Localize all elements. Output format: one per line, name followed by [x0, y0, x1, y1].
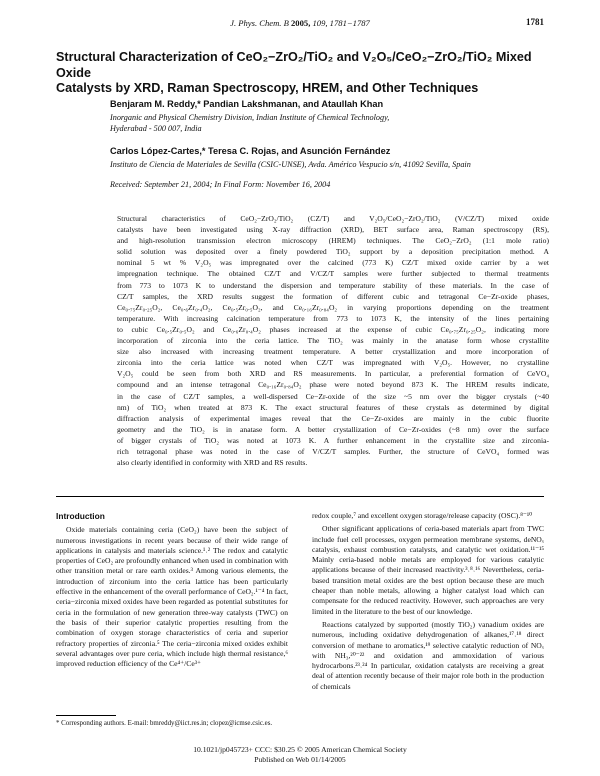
section-heading-introduction: Introduction [56, 511, 105, 521]
abstract-line: and high-resolution transmission electron microscopy (HREM) techniques. The CeO₂−ZrO₂ (1:1 mole ratio) [117, 236, 549, 246]
abstract-line: diffraction analysis of experimental images reveal that the Ce−Zr-oxides are mainly in the cubic fluorite [117, 413, 549, 423]
abstract-line: from 773 to 1073 K to understand the dispersion and temperature stability of these materials. In the case of [117, 280, 549, 290]
affiliation-2: Instituto de Ciencia de Materiales de Sevilla (CSIC-UNSE), Avda. Américo Vespucio s/n, 41092 Sevilla, Spain [110, 160, 471, 169]
abstract [117, 213, 549, 468]
received-dates: Received: September 21, 2004; In Final Form: November 16, 2004 [110, 180, 331, 189]
paragraph: Other significant applications of ceria-based materials apart from TWC include fuel cell processes, oxygen permeation membrane systems, deNOₓ catalysis, exhaust combustion catalysts, and catalytic wet oxidation.¹¹⁻¹⁵ Mainly ceria-based noble metals are employed for various catalytic applications because of their increased reactivity.³˒⁸˒¹⁶ Nevertheless, ceria-based transition metal oxides are the best option because these are much cheaper than noble metals, allowing a higher catalyst load which can compensate for the reduced reactivity. However, such approaches are very limited in the literature to the best of our knowledge. [312, 524, 544, 616]
footnote-divider [56, 715, 116, 716]
abstract-line: zirconia into the ceria lattice was noted when CZ/T was impregnated with V₂O₅. However, no crystalline [117, 358, 549, 368]
author-list-1: Benjaram M. Reddy,* Pandian Lakshmanan, and Ataullah Khan [110, 99, 384, 109]
abstract-line: Structural characteristics of CeO₂−ZrO₂/TiO₂ (CZ/T) and V₂O₅/CeO₂−ZrO₂/TiO₂ (V/CZ/T) mixed oxide [117, 214, 549, 223]
abstract-line: catalysts have been investigated using X-ray diffraction (XRD), BET surface area, Raman spectroscopy (RS), [117, 225, 549, 235]
paragraph: Reactions catalyzed by supported (mostly TiO₂) vanadium oxides are numerous, including oxidative dehydrogenation of alkanes,¹⁷˒¹⁸ direct conversion of methane to aromatics,¹⁹ selective catalytic reduction of NOₓ with NH₃,²⁰⁻²² and oxidation and ammoxidation of various hydrocarbons.²³˒²⁴ In particular, oxidation catalysts are receiving a great deal of attention recently because of their major role both in the production of chemicals [312, 619, 544, 691]
journal-volume-pages: 109, 1781−1787 [310, 18, 370, 28]
affiliation-1 [110, 113, 560, 135]
section-divider [56, 496, 544, 497]
abstract-line: also clearly identified in conformity with XRD and RS results. [117, 458, 308, 468]
abstract-line: temperature. With increasing calcination temperature from 773 to 1073 K, the intensity of the lines pertaining [117, 313, 549, 323]
affiliation-1-line-2: Hyderabad - 500 007, India [110, 123, 202, 133]
paragraph: Oxide materials containing ceria (CeO₂) have been the subject of numerous investigations in recent years because of their wide range of applications in catalysis and materials science.¹˒² The redox and catalytic properties of CeO₂ are profoundly enhanced when used in combination with other transition metal or rare earth oxides.³ Among various elements, the introduction of zirconium into the ceria lattice has been particularly effective in the enhancement of the overall performance of CeO₂.¹⁻⁴ In fact, ceria−zirconia mixed oxides have been regarded as potential substitutes for ceria in the formulation of new generation three-way catalysts (TWC) on the basis of their superior catalytic properties resulting from the combination of oxygen storage characteristics of ceria and superior refractory properties of zirconia.⁵ The ceria−zirconia mixed oxides exhibit several advantages over pure ceria, which include high thermal resistance,⁶ improved reduction efficiency of the Ce⁴⁺/Ce³⁺ [56, 525, 288, 669]
abstract-line: size also increased with increasing treatment temperature. A better crystallization and more incorporation of [117, 347, 549, 357]
title-line-1: Structural Characterization of CeO₂−ZrO₂/TiO₂ and V₂O₅/CeO₂−ZrO₂/TiO₂ Mixed Oxide [56, 50, 532, 80]
abstract-line: solid solution was deposited over a finely powdered TiO₂ support by a deposition precipitation method. A [117, 247, 549, 257]
published-date-line: Published on Web 01/14/2005 [254, 755, 346, 764]
body-column-right [312, 511, 544, 692]
author-list-2: Carlos López-Cartes,* Teresa C. Rojas, and Asunción Fernández [110, 146, 391, 156]
body-column-left [56, 511, 288, 669]
abstract-line: Ce₀.₇₅Zr₀.₂₅O₂, Ce₀.₆Zr₀.₄O₂, Ce₀.₅Zr₀.₅O₂, and Ce₀.₁₆Zr₀.₈₄O₂ in varying proportions depending on the treatment [117, 302, 549, 312]
abstract-line: V₂O₅ could be seen from both XRD and RS measurements. In particular, a preferential formation of CeVO₄ [117, 369, 549, 379]
article-title [56, 50, 556, 97]
affiliation-1-line-1: Inorganic and Physical Chemistry Division, Indian Institute of Chemical Technology, [110, 113, 390, 122]
abstract-line: compound and an intense tetragonal Ce₀.₁₆Zr₀.₈₄O₂ phase were noted beyond 873 K. The HREM results indicate, [117, 380, 549, 390]
abstract-line: of bigger crystals of TiO₂ was noted at 1073 K. A further enhancement in the crystallite size and zirconia- [117, 435, 549, 445]
journal-citation [0, 18, 600, 28]
paragraph: redox couple,⁷ and excellent oxygen storage/release capacity (OSC).⁸⁻¹⁰ [312, 511, 533, 520]
journal-name: J. Phys. Chem. B [230, 18, 289, 28]
abstract-line: incorporation of zirconia into the ceria lattice. The TiO₂ was mainly in the anatase form whose crystallite [117, 336, 549, 346]
abstract-line: nominal 5 wt % V₂O₅ was impregnated over the calcined (773 K) CZ/T mixed oxide carrier by a wet [117, 258, 549, 268]
abstract-line: geometry and the TiO₂ is in anatase form. A better crystallization of Ce−Zr-oxides (~8 nm) over the surface [117, 424, 549, 434]
journal-year: 2005, [291, 18, 311, 28]
title-line-2: Catalysts by XRD, Raman Spectroscopy, HREM, and Other Techniques [56, 81, 479, 95]
abstract-line: impregnation technique. The obtained CZ/T and V/CZ/T samples were further subjected to thermal treatments [117, 269, 549, 279]
doi-copyright-line: 10.1021/jp045723+ CCC: $30.25 © 2005 American Chemical Society [193, 745, 407, 754]
page-number: 1781 [526, 17, 544, 27]
abstract-line: CZ/T samples, the XRD results suggest the formation of different cubic and tetragonal Ce−Zr-oxide phases, [117, 291, 549, 301]
running-head [0, 18, 600, 32]
abstract-line: nm) of TiO₂ when treated at 873 K. The exact structural features of these crystals as determined by digital [117, 402, 549, 412]
corresponding-author-footnote: * Corresponding authors. E-mail: bmreddy@iict.res.in; clopez@icmse.csic.es. [56, 720, 273, 727]
abstract-line: rich tetragonal phase was noted in the case of V/CZ/T samples. Further, the structure of CeVO₄ formed was [117, 446, 549, 456]
abstract-line: to cubic Ce₀.₅Zr₀.₅O₂ and Ce₀.₆Zr₀.₄O₂ phases increased at the expense of cubic Ce₀.₇₅Zr₀.₂₅O₂, indicating more [117, 324, 549, 334]
abstract-line: in the case of CZ/T samples, a well-dispersed Ce−Zr-oxide of the size ~5 nm over the bigger crystals (~40 [117, 391, 549, 401]
